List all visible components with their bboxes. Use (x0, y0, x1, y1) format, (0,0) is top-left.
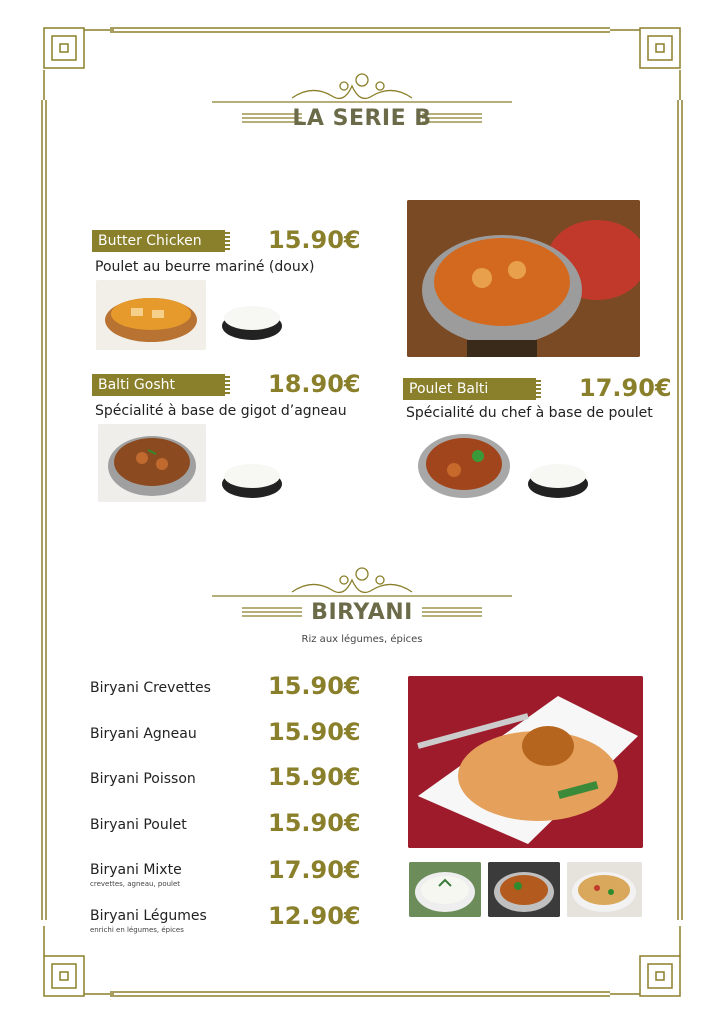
item-price-balti-gosht: 18.90€ (268, 370, 361, 398)
biryani-main-photo (408, 676, 643, 848)
section-subtitle-biryani: Riz aux légumes, épices (301, 634, 423, 645)
biryani-price-crevettes: 15.90€ (268, 672, 361, 700)
item-desc-balti-gosht: Spécialité à base de gigot d’agneau (95, 403, 347, 419)
biryani-name-mixte: Biryani Mixte (90, 862, 182, 878)
rice-dish-thumbnail (567, 862, 642, 917)
item-desc-butter-chicken: Poulet au beurre mariné (doux) (95, 259, 315, 275)
biryani-price-mixte: 17.90€ (268, 856, 361, 884)
biryani-name-poisson: Biryani Poisson (90, 771, 196, 787)
item-desc-poulet-balti: Spécialité du chef à base de poulet (406, 405, 653, 421)
balti-dish-photo (407, 200, 640, 357)
biryani-name-poulet: Biryani Poulet (90, 817, 187, 833)
item-price-butter-chicken: 15.90€ (268, 226, 361, 254)
biryani-price-legumes: 12.90€ (268, 902, 361, 930)
section-title-biryani: BIRYANI (311, 600, 413, 625)
item-name-balti-gosht: Balti Gosht (92, 374, 230, 396)
item-price-poulet-balti: 17.90€ (579, 374, 672, 402)
raita-thumbnail (409, 862, 481, 917)
biryani-price-agneau: 15.90€ (268, 718, 361, 746)
balti-gosht-dish-image (98, 424, 206, 502)
biryani-name-legumes: Biryani Légumes (90, 908, 207, 924)
biryani-price-poisson: 15.90€ (268, 763, 361, 791)
biryani-name-agneau: Biryani Agneau (90, 726, 197, 742)
biryani-sub-mixte: crevettes, agneau, poulet (90, 880, 181, 888)
biryani-price-poulet: 15.90€ (268, 809, 361, 837)
curry-thumbnail (488, 862, 560, 917)
item-name-poulet-balti: Poulet Balti (403, 378, 541, 400)
section-title-serie-b: LA SERIE B (292, 106, 432, 131)
rice-bowl-image-1 (220, 296, 284, 344)
item-name-butter-chicken: Butter Chicken (92, 230, 230, 252)
poulet-balti-dish-image (408, 426, 520, 506)
rice-bowl-image-2 (220, 454, 284, 502)
rice-bowl-image-3 (526, 452, 590, 502)
biryani-name-crevettes: Biryani Crevettes (90, 680, 211, 696)
biryani-sub-legumes: enrichi en légumes, épices (90, 926, 184, 934)
butter-chicken-dish-image (96, 280, 206, 350)
